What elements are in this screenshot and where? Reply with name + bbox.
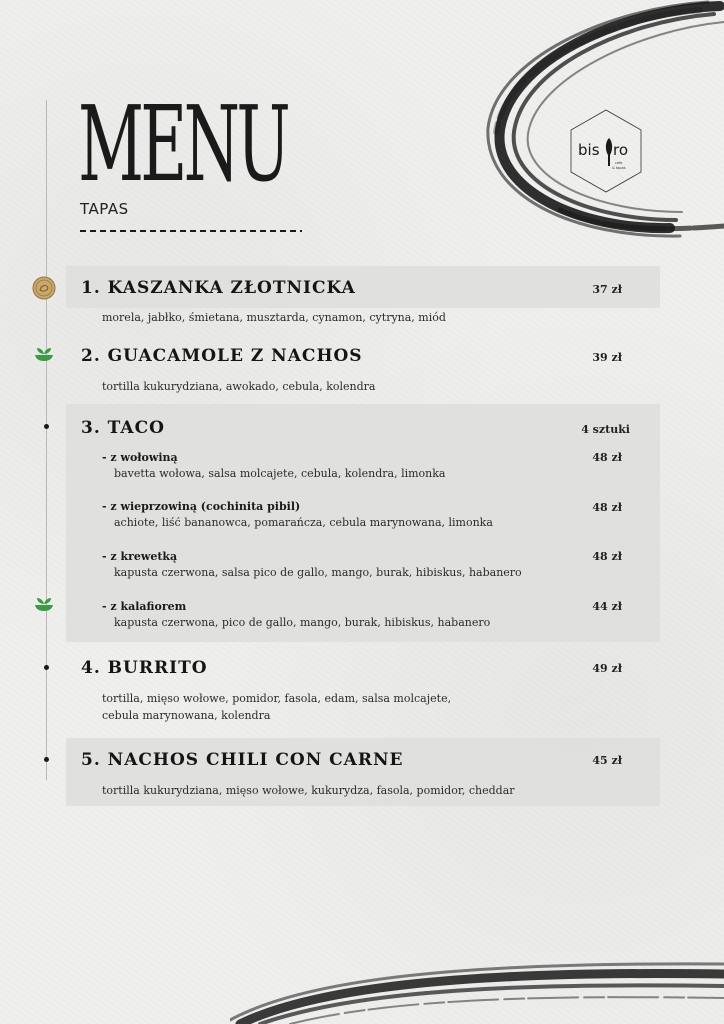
subitem-title: - z kalafiorem	[102, 600, 187, 613]
item-price: 39 zł	[592, 351, 622, 364]
bistro-logo	[568, 108, 644, 194]
item-4-bullet	[44, 665, 49, 670]
subitem-price: 48 zł	[592, 550, 622, 563]
item-description: tortilla, mięso wołowe, pomidor, fasola, edam, salsa molcajete,	[102, 692, 452, 705]
subitem-price: 44 zł	[592, 600, 622, 613]
logo-tagline-1: cafe	[615, 161, 623, 165]
item-price: 49 zł	[592, 662, 622, 675]
item-title: 2. GUACAMOLE Z NACHOS	[81, 346, 363, 366]
dashed-divider	[80, 228, 302, 234]
item-description: tortilla kukurydziana, mięso wołowe, kukurydza, fasola, pomidor, cheddar	[102, 784, 515, 797]
subitem-title: - z wieprzowiną (cochinita pibil)	[102, 500, 301, 513]
subitem-price: 48 zł	[592, 451, 622, 464]
item-3-bullet	[44, 424, 49, 429]
left-rule	[46, 100, 47, 780]
item-description: morela, jabłko, śmietana, musztarda, cynamon, cytryna, miód	[102, 311, 446, 324]
knife-icon	[606, 138, 612, 166]
subitem-description: kapusta czerwona, pico de gallo, mango, burak, hibiskus, habanero	[114, 616, 491, 629]
item-quantity: 4 sztuki	[581, 423, 630, 436]
subitem-price: 48 zł	[592, 501, 622, 514]
item-description: cebula marynowana, kolendra	[102, 709, 271, 722]
item-title: 5. NACHOS CHILI CON CARNE	[81, 750, 404, 770]
page-title: MENU	[78, 83, 287, 205]
item-price: 45 zł	[592, 754, 622, 767]
subitem-title: - z wołowiną	[102, 451, 178, 464]
logo-name-left: bis	[578, 141, 600, 159]
item-title: 1. KASZANKA ZŁOTNICKA	[81, 278, 356, 298]
subitem-description: bavetta wołowa, salsa molcajete, cebula, kolendra, limonka	[114, 467, 446, 480]
item-title: 4. BURRITO	[81, 658, 208, 678]
local-product-coin-icon	[32, 276, 56, 300]
vegetarian-leaf-icon	[33, 596, 55, 612]
brush-swoosh-bottom-icon	[230, 960, 724, 1024]
subitem-title: - z krewetką	[102, 550, 178, 563]
vegetarian-leaf-icon	[33, 346, 55, 362]
logo-tagline-2: & tapas	[612, 166, 626, 170]
page-subtitle: TAPAS	[80, 200, 129, 218]
item-5-bullet	[44, 757, 49, 762]
subitem-description: achiote, liść bananowca, pomarańcza, cebula marynowana, limonka	[114, 516, 493, 529]
item-price: 37 zł	[592, 283, 622, 296]
item-title: 3. TACO	[81, 418, 165, 438]
subitem-description: kapusta czerwona, salsa pico de gallo, mango, burak, hibiskus, habanero	[114, 566, 522, 579]
item-description: tortilla kukurydziana, awokado, cebula, kolendra	[102, 380, 376, 393]
logo-name-right: ro	[613, 141, 629, 159]
